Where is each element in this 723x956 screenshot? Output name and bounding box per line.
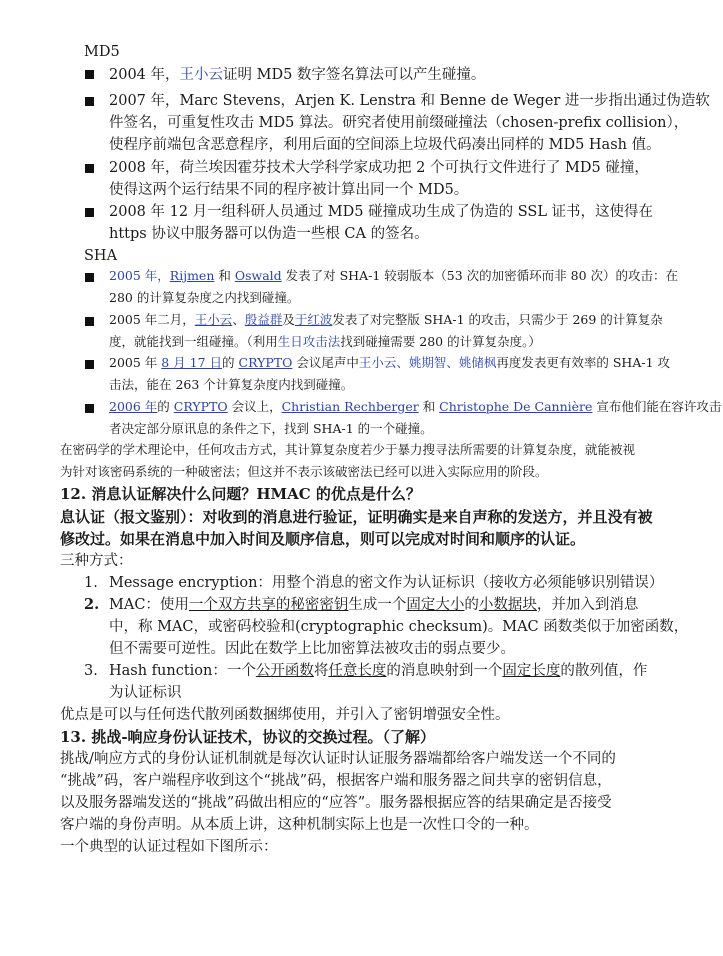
q12-list-3-line-2: 为认证标识 [109,685,182,701]
md5-item-4-line-2: https 协议中服务器可以伪造一些根 CA 的签名。 [109,226,429,242]
q12-title: 12. 消息认证解决什么问题？HMAC 的优点是什么？ [60,485,421,503]
q12-answer-line-2: 修改过。如果在消息中加入时间及顺序信息，则可以完成对时间和顺序的认证。 [60,530,586,548]
link-yin-yiqun[interactable]: 殷益群 [244,312,283,327]
text: 会议上， [227,399,282,414]
text: 发表了对完整版 SHA-1 的攻击，只需少于 269 的计算复杂 [332,312,663,327]
sha-item-3-line-2: 击法，能在 263 个计算复杂度内找到碰撞。 [109,377,354,392]
text: 2004 年， [109,67,180,83]
md5-item-2-line-2: 件签名，可重复性攻击 MD5 算法。研究者使用前缀碰撞法（chosen-prefix collision）， [109,115,689,131]
md5-item-1 [109,65,485,85]
note-line-1: 在密码学的学术理论中，任何攻击方式，其计算复杂度若少于暴力搜寻法所需要的计算复杂度，就能被视 [60,442,636,457]
underlined-text: 任意长度 [328,663,387,679]
q13-para-line-1: 挑战/响应方式的身份认证机制就是每次认证时认证服务器端都给客户端发送一个不同的 [60,751,616,767]
text: 的 [157,399,174,414]
link-crypto[interactable]: CRYPTO [173,399,228,414]
bullet-square-icon [85,70,94,79]
link-yu-hongbo[interactable]: 于红波 [294,312,333,327]
text: 将 [313,663,329,679]
text: 和 [214,268,235,283]
q13-title: 13. 挑战-响应身份认证技术，协议的交换过程。（了解） [60,728,436,746]
q12-answer-line-1: 息认证（报文鉴别）：对收到的消息进行验证，证明确实是来自声称的发送方，并且没有被 [60,508,653,526]
text: 2005 年二月， [109,312,195,327]
person-name: 王小云 [179,67,224,83]
text: Hash function：一个 [109,663,256,679]
md5-heading: MD5 [84,44,120,60]
text: 的散列值，作 [560,663,648,679]
bullet-square-icon [85,164,94,173]
q12-ways-label: 三种方式： [60,553,133,569]
sha-heading: SHA [84,248,118,264]
sha-item-1-line-1 [109,266,678,286]
link-birthday-attack[interactable]: 生日攻击法 [277,334,341,349]
text: 和 [418,399,440,414]
q12-list-2-num: 2. [84,596,100,613]
link-christophe-de-canniere[interactable]: Christophe De Cannière [439,399,593,414]
q13-para-line-4: 客户端的身份声明。从本质上讲，这种机制实际上也是一次性口令的一种。 [60,817,539,833]
bullet-square-icon [85,97,94,106]
person-names: 王小云、姚期智、姚储枫 [358,355,497,370]
q13-para-line-3: 以及服务器端发送的“挑战”码做出相应的“应答”。服务器根据应答的结果确定是否接受 [60,795,612,811]
sha-item-2-line-1 [109,310,663,330]
text: 、 [232,312,245,327]
bullet-square-icon [85,317,94,326]
text: 宣布他们能在容许攻击 [592,399,722,414]
text: 的 [222,355,239,370]
note-line-2: 为针对该密码系统的一种破密法；但这并不表示该破密法已经可以进入实际应用的阶段。 [60,464,548,479]
text: MAC：使用 [109,597,189,613]
link-2006[interactable]: 2006 年 [109,399,158,414]
md5-item-2-line-1: 2007 年，Marc Stevens，Arjen K. Lenstra 和 Benne de Weger 进一步指出通过伪造软 [109,93,710,109]
underlined-text: 小数据块 [478,597,537,613]
sha-item-1-line-2: 280 的计算复杂度之内找到碰撞。 [109,290,300,305]
text: 度，就能找到一组碰撞。（利用 [109,334,278,349]
q12-list-2-line-3: 但不需要可逆性。因此在数学上比加密算法被攻击的弱点要少。 [109,641,515,657]
text: 会议尾声中 [292,355,359,370]
q12-advantage: 优点是可以与任何迭代散列函数捆绑使用，并引入了密钥增强安全性。 [60,707,510,723]
text: 的消息映射到一个 [386,663,503,679]
md5-item-2-line-3: 使程序前端包含恶意程序，利用后面的空间添上垃圾代码凑出同样的 MD5 Hash 值。 [109,137,661,153]
underlined-text: 固定长度 [502,663,561,679]
link-wang-xiaoyun[interactable]: 王小云 [194,312,233,327]
text: 发表了对 SHA-1 较弱版本（53 次的加密循环而非 80 次）的攻击：在 [281,268,678,283]
text: 的 [464,597,479,613]
text: 证明 MD5 数字签名算法可以产生碰撞。 [223,67,486,83]
q12-list-2-line-1 [109,595,638,615]
q12-list-1-text: Message encryption：用整个消息的密文作为认证标识（接收方必须能够识别错误） [109,575,664,591]
q12-list-3-line-1 [109,661,647,681]
q12-list-3-num: 3. [84,663,98,679]
link-oswald[interactable]: Oswald [234,268,282,283]
q12-list-1-num: 1. [84,575,98,591]
q12-list-2-line-2: 中，称 MAC，或密码校验和(cryptographic checksum)。MAC 函数类似于加密函数， [109,619,689,635]
sha-item-4-line-2: 者决定部分原讯息的条件之下，找到 SHA-1 的一个碰撞。 [109,421,433,436]
bullet-square-icon [85,208,94,217]
bullet-square-icon [85,360,94,369]
link-christian-rechberger[interactable]: Christian Rechberger [281,399,419,414]
text: 2005 年， [109,268,170,283]
md5-item-4-line-1: 2008 年 12 月一组科研人员通过 MD5 碰撞成功生成了伪造的 SSL 证书，这使得在 [109,204,654,220]
text: ，并加入到消息 [536,597,639,613]
link-august-17[interactable]: 8 月 17 日 [161,355,223,370]
link-rijmen[interactable]: Rijmen [169,268,215,283]
sha-item-2-line-2 [109,332,541,352]
sha-item-3-line-1 [109,353,670,373]
md5-item-3-line-2: 使得这两个运行结果不同的程序被计算出同一个 MD5。 [109,182,469,198]
link-crypto[interactable]: CRYPTO [238,355,293,370]
text: 找到碰撞需要 280 的计算复杂度。） [340,334,541,349]
bullet-square-icon [85,404,94,413]
text: 及 [282,312,295,327]
underlined-text: 公开函数 [255,663,314,679]
bullet-square-icon [85,273,94,282]
text: 再度发表更有效率的 SHA-1 攻 [496,355,670,370]
text: 2005 年 [109,355,162,370]
underlined-text: 一个双方共享的秘密密钥 [188,597,349,613]
underlined-text: 固定大小 [406,597,465,613]
md5-item-3-line-1: 2008 年，荷兰埃因霍芬技术大学科学家成功把 2 个可执行文件进行了 MD5 碰撞， [109,160,649,176]
q13-para-line-2: “挑战”码，客户端程序收到这个“挑战”码，根据客户端和服务器之间共享的密钥信息， [60,773,612,789]
q13-para-line-5: 一个典型的认证过程如下图所示： [60,839,278,855]
sha-item-4-line-1 [109,397,721,417]
text: 生成一个 [348,597,407,613]
